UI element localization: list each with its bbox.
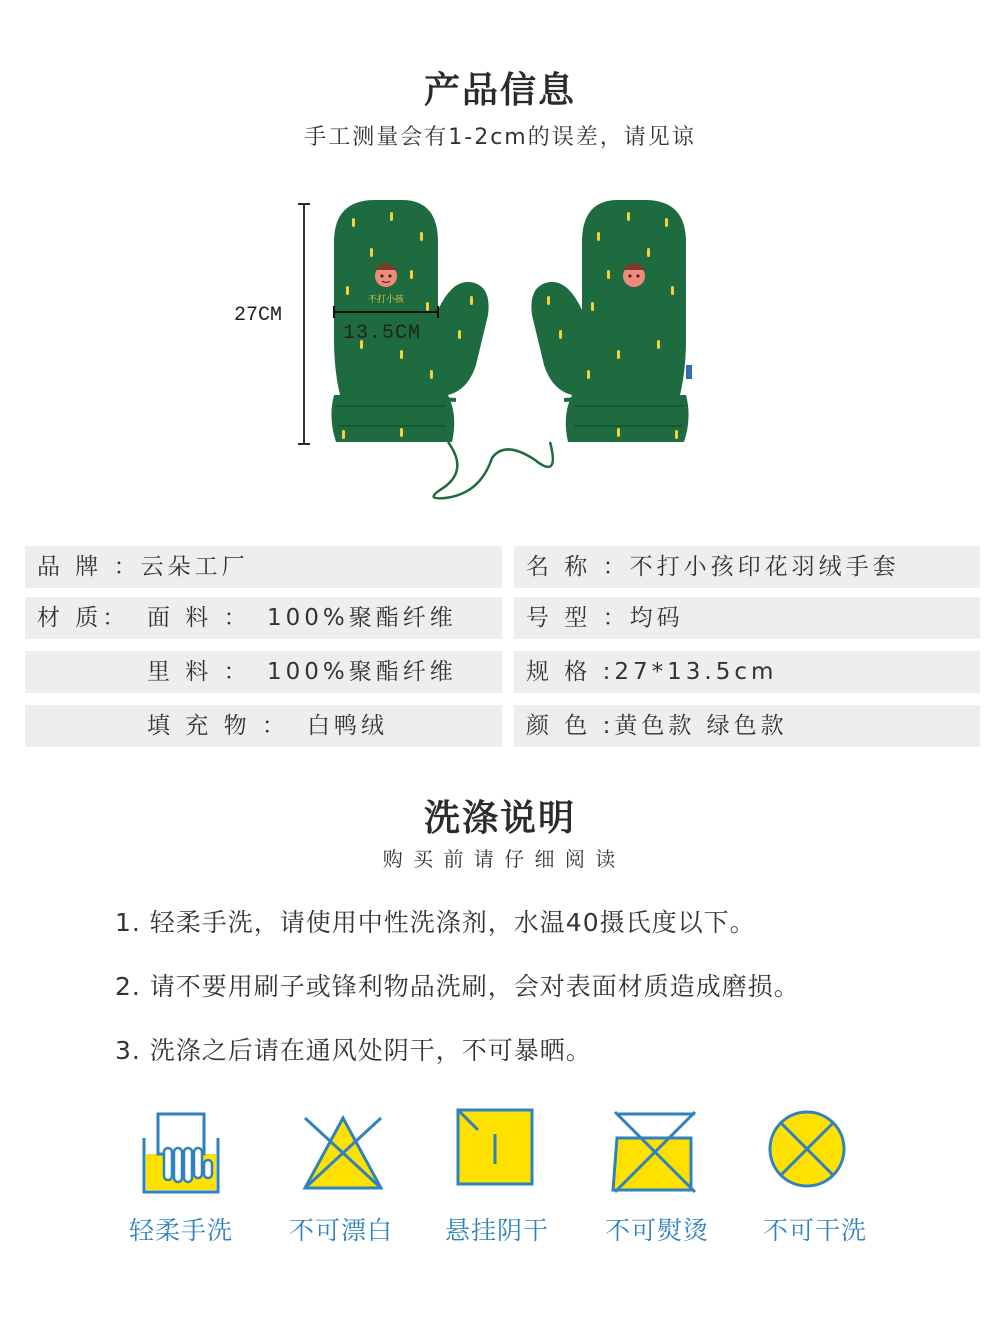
lining-value: 100%聚酯纤维: [267, 659, 457, 685]
spec-row-name: [514, 546, 980, 588]
name-label: 名 称 ：: [526, 554, 630, 580]
spec-row-color: [514, 705, 980, 747]
size-value: 均码: [629, 605, 684, 631]
spec-row-brand: [25, 546, 502, 588]
no-iron-icon: [609, 1108, 701, 1196]
filling-label: 填 充 物 ：: [147, 713, 289, 739]
wash-instruction-3: 3. 洗涤之后请在通风处阴干，不可暴晒。: [115, 1036, 592, 1065]
right-mitten: [531, 200, 692, 442]
material-label: 材 质：: [37, 605, 130, 631]
filling-value: 白鸭绒: [307, 713, 388, 739]
no-bleach-icon: [301, 1108, 385, 1192]
left-mitten: [331, 200, 488, 442]
shell-label: 面 料 ：: [147, 605, 251, 631]
spec-row-filling: [25, 705, 502, 747]
wash-subtitle: 购 买 前 请 仔 细 阅 读: [382, 847, 618, 871]
care-label-line-dry: 悬挂阴干: [444, 1216, 549, 1245]
color-label: 颜 色 :: [526, 713, 615, 739]
brand-value: 云朵工厂: [140, 554, 249, 580]
width-dimension-label: 13.5CM: [343, 322, 422, 345]
name-value: 不打小孩印花羽绒手套: [629, 554, 900, 580]
spec-row-lining: [25, 651, 502, 693]
product-info-title: 产品信息: [423, 70, 576, 111]
spec-row-size: [514, 597, 980, 639]
wash-title: 洗涤说明: [423, 798, 576, 839]
wash-instruction-2: 2. 请不要用刷子或锋利物品洗刷，会对表面材质造成磨损。: [115, 972, 800, 1001]
line-dry-shade-icon: [456, 1108, 534, 1188]
spec-label: 规 格 :: [526, 659, 615, 685]
spec-value: 27*13.5cm: [614, 659, 778, 685]
measurement-note: 手工测量会有1-2cm的误差，请见谅: [304, 125, 696, 150]
hand-wash-icon: [138, 1108, 226, 1196]
spec-row-spec: [514, 651, 980, 693]
brand-label: 品 牌 ：: [37, 554, 141, 580]
height-dimension-label: 27CM: [234, 304, 283, 327]
glove-illustration: [230, 190, 730, 500]
spec-row-material: [25, 597, 502, 639]
care-label-hand-wash: 轻柔手洗: [128, 1216, 233, 1245]
lining-label: 里 料 ：: [147, 659, 251, 685]
print-text: 不打小孩: [367, 295, 405, 305]
care-label-no-bleach: 不可漂白: [288, 1216, 393, 1245]
no-dry-clean-icon: [766, 1108, 848, 1190]
color-value: 黄色款 绿色款: [614, 713, 788, 739]
care-label-no-iron: 不可熨烫: [604, 1216, 709, 1245]
care-label-no-dry-clean: 不可干洗: [762, 1216, 867, 1245]
wash-instruction-1: 1. 轻柔手洗，请使用中性洗涤剂，水温40摄氏度以下。: [115, 908, 756, 937]
glove-cord: [434, 442, 553, 498]
height-dimension-line: [298, 204, 310, 444]
size-label: 号 型 ：: [526, 605, 630, 631]
shell-value: 100%聚酯纤维: [267, 605, 457, 631]
